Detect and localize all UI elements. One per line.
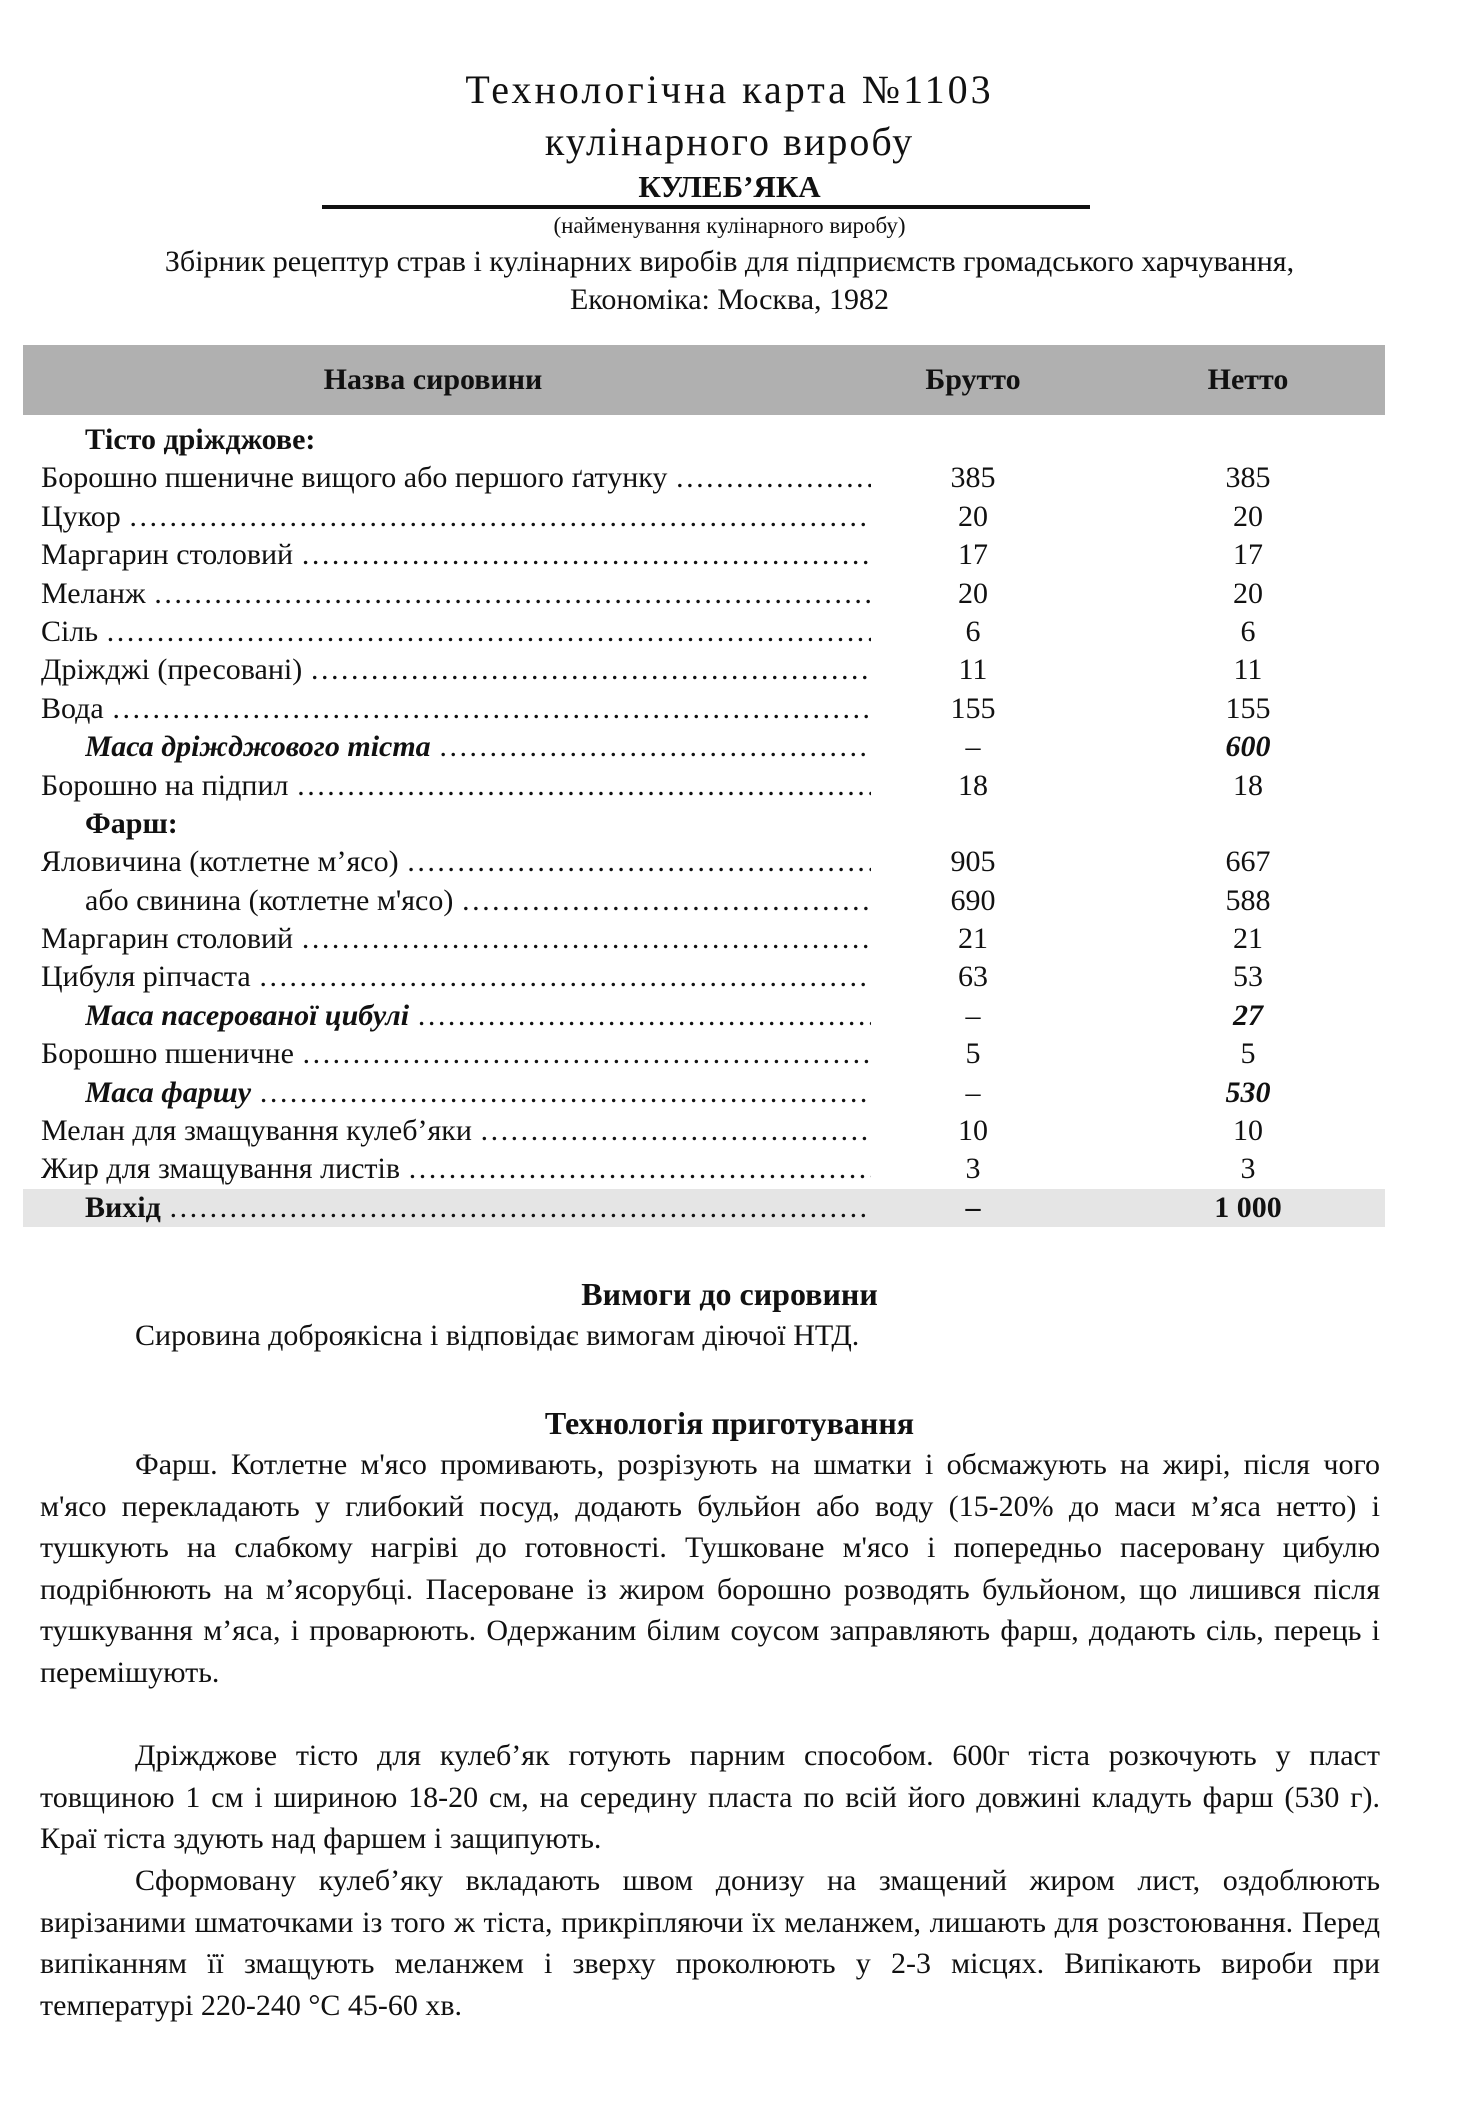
- document-title: Технологічна карта №1103: [465, 67, 994, 112]
- brutto-value: 155: [950, 691, 996, 725]
- table-row: [23, 613, 1385, 651]
- brutto-value: 21: [958, 922, 988, 956]
- brutto-value: 6: [965, 614, 981, 648]
- table-row: [23, 651, 1385, 689]
- ingredient-name: Меланж ……………………………………………………………………………………………………………………: [41, 575, 871, 613]
- table-section-row: [23, 805, 1385, 843]
- ingredient-name: Цибуля ріпчаста ……………………………………………………………………………………………………………………: [41, 958, 871, 996]
- brutto-value: –: [965, 1075, 981, 1109]
- netto-value: 155: [1225, 691, 1271, 725]
- brutto-value: –: [965, 730, 981, 764]
- netto-value: 11: [1233, 653, 1263, 687]
- brutto-value: 18: [958, 768, 988, 802]
- ingredient-name: Дріжджі (пресовані) ……………………………………………………………………………………………………………………: [41, 651, 871, 689]
- brutto-value: –: [965, 998, 981, 1032]
- table-row: [23, 997, 1385, 1035]
- ingredient-name: Борошно пшеничне вищого або першого ґатунку ……………………………………………………………………………………………………………………: [41, 459, 871, 497]
- netto-value: 3: [1240, 1152, 1256, 1186]
- brutto-value: –: [965, 1190, 981, 1224]
- dish-caption: (найменування кулінарного виробу): [553, 213, 906, 238]
- brutto-value: 20: [958, 499, 988, 533]
- table-row: [23, 958, 1385, 996]
- source-publisher: Економіка: Москва, 1982: [569, 283, 890, 316]
- document-subtitle: кулінарного виробу: [544, 119, 915, 164]
- netto-value: 27: [1233, 998, 1263, 1032]
- netto-value: 600: [1225, 730, 1271, 764]
- netto-value: 17: [1233, 538, 1263, 572]
- table-row: [23, 767, 1385, 805]
- brutto-value: 63: [958, 960, 988, 994]
- table-row: [23, 728, 1385, 766]
- ingredient-name: Борошно на підпил ……………………………………………………………………………………………………………………: [41, 767, 871, 805]
- ingredient-name: Борошно пшеничне ……………………………………………………………………………………………………………………: [41, 1035, 871, 1073]
- brutto-value: 3: [965, 1152, 981, 1186]
- ingredient-name: Жир для змащування листів ……………………………………………………………………………………………………………………: [41, 1150, 871, 1188]
- dish-name-underline: [322, 205, 1090, 209]
- table-row: [23, 459, 1385, 497]
- table-row: [23, 536, 1385, 574]
- technology-paragraph: Фарш. Котлетне м'ясо промивають, розрізують на шматки і обсмажують на жирі, після чого м'ясо перекладають у глибокий посуд, додають бульйон або воду (15-20% до маси м’яса нетто) і тушкують на слабкому нагріві до готовності. Тушковане м'ясо і попередньо пасеровану цибулю подрібнюють на м’ясорубці. Пасероване із жиром борошно розводять бульйоном, що лишився після тушкування м’яса, і проварюють. Одержаним білим соусом заправляють фарш, додають сіль, перець і перемішують.: [40, 1448, 1380, 1689]
- netto-value: 20: [1233, 576, 1263, 610]
- brutto-value: 10: [958, 1114, 988, 1148]
- netto-value: 21: [1233, 922, 1263, 956]
- netto-value: 588: [1225, 883, 1271, 917]
- netto-value: 10: [1233, 1114, 1263, 1148]
- dish-name: КУЛЕБ’ЯКА: [638, 169, 821, 204]
- brutto-value: 5: [965, 1037, 981, 1071]
- netto-value: 6: [1240, 614, 1256, 648]
- table-row: [23, 1112, 1385, 1150]
- ingredient-name: Маса дріжджового тіста ……………………………………………………………………………………………………………………: [85, 728, 871, 766]
- ingredients-table: [23, 345, 1385, 1227]
- netto-value: 385: [1225, 461, 1271, 495]
- ingredient-name: Тісто дріжджове:: [85, 423, 316, 456]
- ingredient-name: Цукор ……………………………………………………………………………………………………………………: [41, 498, 871, 536]
- ingredient-name: або свинина (котлетне м'ясо) ……………………………………………………………………………………………………………………: [85, 882, 871, 920]
- brutto-value: 905: [950, 845, 996, 879]
- ingredient-name: Сіль ……………………………………………………………………………………………………………………: [41, 613, 871, 651]
- source-reference: Збірник рецептур страв і кулінарних виробів для підприємств громадського харчування,: [164, 245, 1295, 278]
- column-header-name: Назва сировини: [323, 363, 543, 396]
- ingredient-name: Вихід ……………………………………………………………………………………………………………………: [85, 1189, 871, 1227]
- ingredient-name: Вода ……………………………………………………………………………………………………………………: [41, 690, 871, 728]
- ingredient-name: Маса пасерованої цибулі ……………………………………………………………………………………………………………………: [85, 997, 871, 1035]
- ingredient-name: Яловичина (котлетне м’ясо) ……………………………………………………………………………………………………………………: [41, 843, 871, 881]
- table-row: [23, 690, 1385, 728]
- table-row: [23, 1150, 1385, 1188]
- ingredient-name: Фарш:: [85, 806, 178, 840]
- brutto-value: 690: [950, 883, 996, 917]
- table-total-row: [23, 1189, 1385, 1227]
- table-row: [23, 920, 1385, 958]
- table-row: [23, 882, 1385, 920]
- technology-paragraph: Сформовану кулеб’яку вкладають швом донизу на змащений жиром лист, оздоблюють вирізаними шматочками із того ж тіста, прикріпляючи їх меланжем, лишають для розстоювання. Перед випіканням її змащують меланжем і зверху проколюють у 2-3 місцях. Випікають вироби при температурі 220-240 °С 45-60 хв.: [40, 1864, 1380, 2022]
- technology-paragraph: Дріжджове тісто для кулеб’як готують парним способом. 600г тіста розкочують у пласт товщиною 1 см і шириною 18-20 см, на середину пласта по всій його довжині кладуть фарш (530 г). Краї тіста здують над фаршем і защипують.: [40, 1739, 1380, 1855]
- netto-value: 667: [1225, 845, 1271, 879]
- table-header: [23, 345, 1385, 415]
- netto-value: 1 000: [1214, 1190, 1282, 1224]
- netto-value: 20: [1233, 499, 1263, 533]
- table-row: [23, 1074, 1385, 1112]
- ingredient-name: Маса фаршу ……………………………………………………………………………………………………………………: [85, 1074, 871, 1112]
- table-row: [23, 498, 1385, 536]
- netto-value: 530: [1225, 1075, 1271, 1109]
- requirements-heading: Вимоги до сировини: [581, 1276, 878, 1312]
- netto-value: 53: [1233, 960, 1263, 994]
- brutto-value: 385: [950, 461, 996, 495]
- column-header-brutto: Брутто: [925, 363, 1021, 396]
- ingredient-name: Маргарин столовий ……………………………………………………………………………………………………………………: [41, 536, 871, 574]
- technology-heading: Технологія приготування: [544, 1405, 915, 1441]
- table-section-row: [23, 421, 1385, 459]
- brutto-value: 11: [958, 653, 988, 687]
- column-header-netto: Нетто: [1207, 363, 1289, 396]
- ingredient-name: Маргарин столовий ……………………………………………………………………………………………………………………: [41, 920, 871, 958]
- table-row: [23, 843, 1385, 881]
- ingredient-name: Мелан для змащування кулеб’яки ……………………………………………………………………………………………………………………: [41, 1112, 871, 1150]
- netto-value: 18: [1233, 768, 1263, 802]
- brutto-value: 17: [958, 538, 988, 572]
- table-row: [23, 1035, 1385, 1073]
- brutto-value: 20: [958, 576, 988, 610]
- table-body: [23, 421, 1385, 1227]
- requirements-text: Сировина доброякісна і відповідає вимогам діючої НТД.: [135, 1319, 860, 1352]
- table-row: [23, 575, 1385, 613]
- netto-value: 5: [1240, 1037, 1256, 1071]
